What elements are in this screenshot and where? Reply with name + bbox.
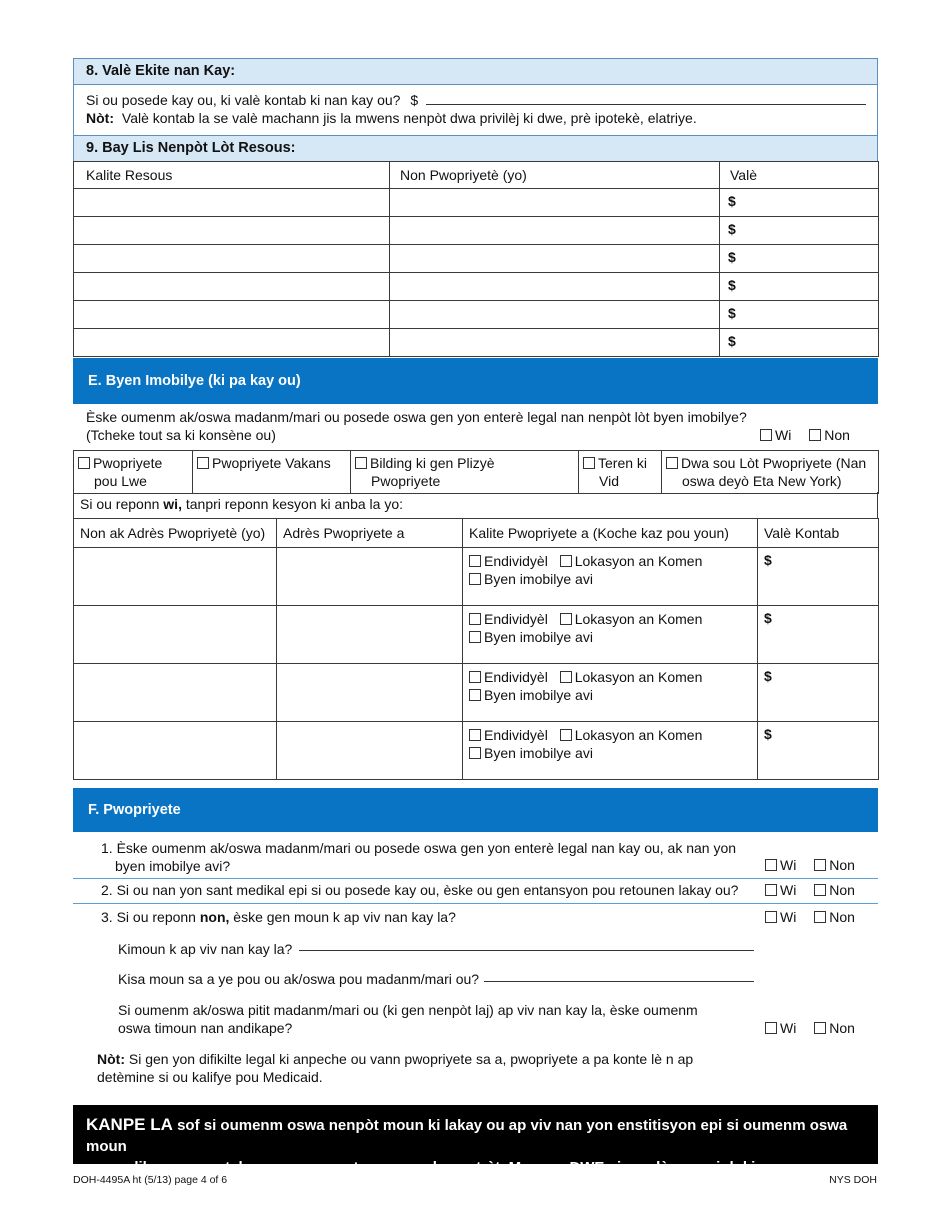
question-3a: Kimoun k ap viv nan kay la? xyxy=(118,941,293,957)
checkbox-icon xyxy=(809,429,821,441)
stop-banner-lead: KANPE LA xyxy=(86,1115,173,1134)
property-type-cell xyxy=(463,606,758,664)
col-property-address: Adrès Pwopriyete a xyxy=(277,519,463,548)
relationship-field[interactable] xyxy=(484,981,754,982)
property-address-cell[interactable] xyxy=(277,548,463,606)
section-8-body xyxy=(73,84,878,136)
checkbox-icon xyxy=(814,911,826,923)
table-row xyxy=(74,548,879,606)
checkbox-icon xyxy=(765,859,777,871)
property-type-cell xyxy=(463,722,758,780)
common-tenancy-option[interactable]: Lokasyon an Komen xyxy=(560,669,703,685)
owner-name-address-cell[interactable] xyxy=(74,722,277,780)
value-cell[interactable]: $ xyxy=(720,329,879,357)
checkbox-icon xyxy=(765,1022,777,1034)
question-3-yes-no xyxy=(765,909,855,925)
col-owner-name-address: Non ak Adrès Pwopriyetè (yo) xyxy=(74,519,277,548)
individual-option[interactable]: Endividyèl xyxy=(469,669,548,685)
section-8-title: 8. Valè Ekite nan Kay: xyxy=(86,63,236,79)
individual-option[interactable]: Endividyèl xyxy=(469,611,548,627)
common-tenancy-option[interactable]: Lokasyon an Komen xyxy=(560,553,703,569)
real-estate-yes-no xyxy=(760,427,850,443)
checkbox-icon xyxy=(760,429,772,441)
question-3c-yes-no xyxy=(765,1020,855,1036)
checkbox-icon xyxy=(666,457,678,469)
property-address-cell[interactable] xyxy=(277,722,463,780)
checkbox-icon xyxy=(469,573,481,585)
footer-form-id: DOH-4495A ht (5/13) page 4 of 6 xyxy=(73,1174,228,1186)
divider xyxy=(73,878,878,879)
no-option[interactable]: Non xyxy=(814,882,855,898)
checkbox-icon xyxy=(560,555,572,567)
checkbox-icon xyxy=(355,457,367,469)
section-e-header xyxy=(73,358,878,404)
table-row xyxy=(74,245,879,273)
col-resource-type: Kalite Resous xyxy=(74,162,390,189)
owner-name-address-cell[interactable] xyxy=(74,606,277,664)
yes-option[interactable]: Wi xyxy=(765,1020,796,1036)
value-cell[interactable]: $ xyxy=(720,301,879,329)
yes-option[interactable]: Wi xyxy=(760,427,791,443)
if-yes-instruction: Si ou reponn wi, tanpri reponn kesyon ki anba la yo: xyxy=(73,492,878,518)
life-estate-option[interactable]: Byen imobilye avi xyxy=(469,629,593,645)
question-1-yes-no xyxy=(765,857,855,873)
table-row xyxy=(74,664,879,722)
owner-name-cell[interactable] xyxy=(390,273,720,301)
checkbox-icon xyxy=(765,911,777,923)
type-rental-property[interactable]: Pwopriyete pou Lwe xyxy=(74,451,193,494)
life-estate-option[interactable]: Byen imobilye avi xyxy=(469,571,593,587)
checkbox-icon xyxy=(469,631,481,643)
equity-value-cell[interactable]: $ xyxy=(758,664,879,722)
checkbox-icon xyxy=(469,689,481,701)
table-row xyxy=(74,329,879,357)
type-other-property-rights[interactable]: Dwa sou Lòt Pwopriyete (Nan oswa deyò Eta New York) xyxy=(662,451,879,494)
life-estate-option[interactable]: Byen imobilye avi xyxy=(469,745,593,761)
individual-option[interactable]: Endividyèl xyxy=(469,727,548,743)
section-f-title: F. Pwopriyete xyxy=(88,802,181,818)
yes-option[interactable]: Wi xyxy=(765,857,796,873)
no-option[interactable]: Non xyxy=(809,427,850,443)
checkbox-icon xyxy=(814,884,826,896)
equity-value-cell[interactable]: $ xyxy=(758,722,879,780)
section-9-header xyxy=(73,135,878,162)
checkbox-icon xyxy=(197,457,209,469)
checkbox-icon xyxy=(765,884,777,896)
divider xyxy=(73,903,878,904)
common-tenancy-option[interactable]: Lokasyon an Komen xyxy=(560,727,703,743)
section-9-title: 9. Bay Lis Nenpòt Lòt Resous: xyxy=(86,140,296,156)
real-estate-details-table xyxy=(73,518,879,780)
common-tenancy-option[interactable]: Lokasyon an Komen xyxy=(560,611,703,627)
home-equity-value-field[interactable] xyxy=(426,104,866,105)
other-resources-table xyxy=(73,161,879,357)
checkbox-icon xyxy=(469,747,481,759)
resource-type-cell[interactable] xyxy=(74,245,390,273)
table-row xyxy=(74,722,879,780)
value-cell[interactable]: $ xyxy=(720,189,879,217)
checkbox-icon xyxy=(814,1022,826,1034)
property-types-table xyxy=(73,450,879,494)
type-vacant-land[interactable]: Teren ki Vid xyxy=(579,451,662,494)
value-cell[interactable]: $ xyxy=(720,273,879,301)
checkbox-icon xyxy=(469,671,481,683)
checkbox-icon xyxy=(469,555,481,567)
question-3: 3. Si ou reponn non, èske gen moun k ap viv nan kay la? xyxy=(101,909,456,925)
currency-sign: $ xyxy=(410,92,419,108)
equity-value-cell[interactable]: $ xyxy=(758,606,879,664)
yes-option[interactable]: Wi xyxy=(765,882,796,898)
life-estate-option[interactable]: Byen imobilye avi xyxy=(469,687,593,703)
question-3c: Si oumenm ak/oswa pitit madanm/mari ou (ki gen nenpòt laj) ap viv nan kay la, èske oumenm oswa timoun nan andikape? xyxy=(118,1002,698,1036)
value-cell[interactable]: $ xyxy=(720,245,879,273)
resource-type-cell[interactable] xyxy=(74,273,390,301)
checkbox-icon xyxy=(560,613,572,625)
checkbox-icon xyxy=(583,457,595,469)
table-header-row xyxy=(74,162,879,189)
checkbox-icon xyxy=(560,671,572,683)
resource-type-cell[interactable] xyxy=(74,217,390,245)
owner-name-cell[interactable] xyxy=(390,189,720,217)
section-f-header xyxy=(73,788,878,832)
no-option[interactable]: Non xyxy=(814,1020,855,1036)
col-property-type: Kalite Pwopriyete a (Koche kaz pou youn) xyxy=(463,519,758,548)
property-type-cell xyxy=(463,664,758,722)
note-label: Nòt: xyxy=(86,110,114,126)
owner-name-cell[interactable] xyxy=(390,217,720,245)
resource-type-cell[interactable] xyxy=(74,329,390,357)
question-1: 1. Èske oumenm ak/oswa madanm/mari ou posede oswa gen yon enterè legal nan kay ou, ak nan yon byen imobilye avi? xyxy=(101,840,737,874)
table-row xyxy=(74,301,879,329)
property-address-cell[interactable] xyxy=(277,664,463,722)
table-row xyxy=(74,189,879,217)
real-estate-question: Èske oumenm ak/oswa madanm/mari ou posede oswa gen yon enterè legal nan nenpòt lòt byen imobilye? xyxy=(86,409,747,425)
type-vacation-property[interactable]: Pwopriyete Vakans xyxy=(193,451,351,494)
value-cell[interactable]: $ xyxy=(720,217,879,245)
owner-name-address-cell[interactable] xyxy=(74,548,277,606)
equity-value-cell[interactable]: $ xyxy=(758,548,879,606)
owner-name-cell[interactable] xyxy=(390,301,720,329)
table-row xyxy=(74,217,879,245)
type-multi-unit-building[interactable]: Bilding ki gen Plizyè Pwopriyete xyxy=(351,451,579,494)
property-type-cell xyxy=(463,548,758,606)
col-equity-value: Valè Kontab xyxy=(758,519,879,548)
real-estate-question-sub: (Tcheke tout sa ki konsène ou) xyxy=(86,427,276,443)
no-option[interactable]: Non xyxy=(814,857,855,873)
table-header-row xyxy=(74,519,879,548)
checkbox-icon xyxy=(469,729,481,741)
individual-option[interactable]: Endividyèl xyxy=(469,553,548,569)
resource-type-cell[interactable] xyxy=(74,189,390,217)
home-equity-question: Si ou posede kay ou, ki valè kontab ki nan kay ou? xyxy=(86,92,401,108)
checkbox-icon xyxy=(560,729,572,741)
note-label: Nòt: xyxy=(97,1051,125,1067)
section-8-header xyxy=(73,58,878,85)
footer-agency: NYS DOH xyxy=(829,1174,877,1186)
table-row xyxy=(74,273,879,301)
who-lives-field[interactable] xyxy=(299,950,754,951)
no-option[interactable]: Non xyxy=(814,909,855,925)
col-owner-names: Non Pwopriyetè (yo) xyxy=(390,162,720,189)
checkbox-icon xyxy=(814,859,826,871)
checkbox-icon xyxy=(78,457,90,469)
owner-name-cell[interactable] xyxy=(390,245,720,273)
checkbox-icon xyxy=(469,613,481,625)
property-address-cell[interactable] xyxy=(277,606,463,664)
legal-note: Nòt: Si gen yon difikilte legal ki anpeche ou vann pwopriyete sa a, pwopriyete a pa konte lè n ap detèmine si ou kalifye pou Medicaid. xyxy=(97,1051,694,1085)
col-value: Valè xyxy=(720,162,879,189)
question-3b: Kisa moun sa a ye pou ou ak/oswa pou madanm/mari ou? xyxy=(118,971,480,987)
question-2: 2. Si ou nan yon sant medikal epi si ou posede kay ou, èske ou gen entansyon pou retounen lakay ou? xyxy=(101,882,739,898)
section-e-title: E. Byen Imobilye (ki pa kay ou) xyxy=(88,373,301,389)
question-2-yes-no xyxy=(765,882,855,898)
note-text: Valè kontab la se valè machann jis la mwens nenpòt dwa privilèj ki dwe, prè ipotekè, elatriye. xyxy=(121,110,697,126)
owner-name-cell[interactable] xyxy=(390,329,720,357)
yes-option[interactable]: Wi xyxy=(765,909,796,925)
resource-type-cell[interactable] xyxy=(74,301,390,329)
stop-banner: KANPE LA sof si oumenm oswa nenpòt moun ki lakay ou ap viv nan yon enstitisyon epi si oumenm oswa moun nan aplike pou pwoteksyon swen sante nan yon kay retrèt. Men, ou DWE siyen dènye paj dokiman sa a. xyxy=(73,1105,878,1164)
owner-name-address-cell[interactable] xyxy=(74,664,277,722)
table-row xyxy=(74,606,879,664)
